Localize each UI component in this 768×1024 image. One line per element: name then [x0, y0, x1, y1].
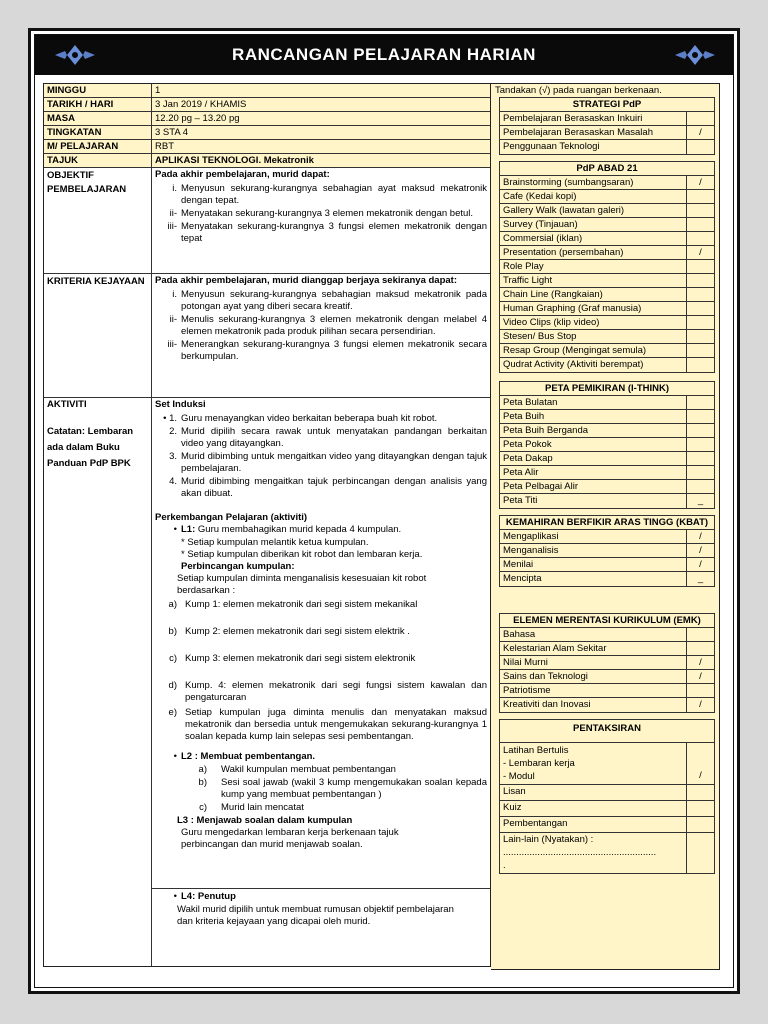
- latihan-line: - Modul: [503, 771, 535, 782]
- list-marker: b): [168, 626, 177, 637]
- item-label: Peta Bulatan: [500, 396, 687, 409]
- tick-box[interactable]: [687, 642, 714, 655]
- objektif-item: [155, 221, 487, 245]
- objektif-item: [155, 183, 487, 207]
- item-label: Gallery Walk (lawatan galeri): [500, 204, 687, 217]
- tick-box[interactable]: [687, 424, 714, 437]
- lesson-details-table: [43, 83, 491, 967]
- pentaksiran-item: [500, 801, 714, 817]
- ithink-item: [500, 424, 714, 438]
- item-label: Resap Group (Mengingat semula): [500, 344, 687, 357]
- tick-box[interactable]: [687, 260, 714, 273]
- set-induksi-item: [155, 451, 487, 475]
- kump-item: [155, 626, 487, 652]
- list-marker: 4.: [169, 476, 177, 487]
- l2-item: [155, 764, 487, 776]
- abad21-item: [500, 260, 714, 274]
- aktiviti-content: [152, 398, 490, 966]
- kump-item: [155, 653, 487, 679]
- row-objektif: [44, 168, 490, 274]
- strategi-item: [500, 126, 714, 140]
- list-marker: a): [168, 599, 177, 610]
- label-kriteria: KRITERIA KEJAYAAN: [44, 274, 152, 397]
- value-tajuk: APLIKASI TEKNOLOGI. Mekatronik: [152, 154, 490, 167]
- strategi-item: [500, 112, 714, 126]
- kriteria-item: [155, 339, 487, 363]
- tick-box[interactable]: [687, 204, 714, 217]
- strategi-table: [499, 97, 715, 155]
- value-tarikh: 3 Jan 2019 / KHAMIS: [152, 98, 490, 111]
- set-induksi-title: Set Induksi: [155, 399, 206, 410]
- item-label: Kreativiti dan Inovasi: [500, 698, 687, 712]
- ithink-item: [500, 452, 714, 466]
- objektif-intro: Pada akhir pembelajaran, murid dapat:: [155, 169, 330, 180]
- tick-box[interactable]: [687, 288, 714, 301]
- tick-box[interactable]: [687, 316, 714, 329]
- row-tingkatan: [44, 126, 490, 140]
- label-tarikh: TARIKH / HARI: [44, 98, 152, 111]
- list-text: Murid dibimbing untuk mengaitkan video yang ditayangkan dengan tajuk pembelajaran.: [181, 451, 487, 474]
- row-tajuk: [44, 154, 490, 168]
- list-marker: • 1.: [163, 413, 177, 424]
- list-marker: i.: [172, 183, 177, 194]
- item-label: Traffic Light: [500, 274, 687, 287]
- ithink-table: [499, 381, 715, 509]
- item-label: Menganalisis: [500, 544, 687, 557]
- page-title: RANCANGAN PELAJARAN HARIAN: [232, 45, 536, 64]
- item-label: Pembentangan: [500, 817, 687, 832]
- list-text: Menulis sekurang-kurangnya 3 elemen mekatronik dengan melabel 4 elemen mekatronik pada produk pilihan secara persendirian.: [181, 314, 487, 337]
- tick-box[interactable]: /: [699, 127, 702, 138]
- bullet-marker: •: [173, 751, 177, 762]
- perbincangan-title: Perbincangan kumpulan:: [181, 561, 295, 572]
- tick-box[interactable]: /: [699, 247, 702, 258]
- lesson-plan-page: [28, 28, 740, 994]
- latihan-line: Latihan Bertulis: [503, 745, 569, 756]
- l1-point: * Setiap kumpulan diberikan kit robot dan lembaran kerja.: [181, 549, 423, 560]
- tick-box[interactable]: [687, 274, 714, 287]
- abad21-item: [500, 218, 714, 232]
- item-label: Role Play: [500, 260, 687, 273]
- bullet-marker: •: [173, 524, 177, 535]
- ithink-item: [500, 410, 714, 424]
- l4-line: [155, 891, 487, 903]
- set-induksi-list: [155, 413, 487, 500]
- item-label: Peta Pokok: [500, 438, 687, 451]
- value-tingkatan: 3 STA 4: [152, 126, 490, 139]
- tick-box[interactable]: [687, 302, 714, 315]
- item-label: Lisan: [500, 785, 687, 800]
- title-bar: [35, 35, 733, 75]
- kriteria-item: [155, 314, 487, 338]
- l4-title: L4: Penutup: [181, 891, 236, 902]
- abad21-item: [500, 288, 714, 302]
- objektif-item: [155, 208, 487, 220]
- lain-label: Lain-lain (Nyatakan) :: [503, 834, 594, 845]
- abad21-item: [500, 204, 714, 218]
- list-marker: i.: [172, 289, 177, 300]
- list-text: Murid dibimbing mengaitkan tajuk perbincangan dengan analisis yang akan dibuat.: [181, 476, 487, 499]
- pentaksiran-title: PENTAKSIRAN: [500, 720, 714, 743]
- tick-box[interactable]: [687, 358, 714, 372]
- abad21-table: [499, 161, 715, 373]
- lain-dot: .: [503, 860, 506, 871]
- abad21-item: [500, 190, 714, 204]
- list-marker: ii-: [169, 314, 177, 325]
- value-mata-pelajaran: RBT: [152, 140, 490, 153]
- list-text: Menyusun sekurang-kurangnya sebahagian ayat maksud mekatronik dengan tepat.: [181, 183, 487, 206]
- list-text: Kump 2: elemen mekatronik dari segi sistem elektrik .: [185, 626, 410, 637]
- label-masa: MASA: [44, 112, 152, 125]
- tick-box[interactable]: [687, 140, 714, 154]
- list-text: Setiap kumpulan juga diminta menulis dan menyatakan maksud mekatronik dan bersedia untuk mengemukakan sekurang-kurangnya 1 soalan kepada kump lain selepas sesi pembentangan.: [185, 707, 487, 742]
- item-label: Patriotisme: [500, 684, 687, 697]
- lain-label-cell: [500, 833, 687, 873]
- tick-box[interactable]: [687, 330, 714, 343]
- item-label: Commersial (iklan): [500, 232, 687, 245]
- list-marker: d): [168, 680, 177, 691]
- list-text: Kump 1: elemen mekatronik dari segi sistem mekanikal: [185, 599, 418, 610]
- tick-box[interactable]: [687, 833, 714, 873]
- pentaksiran-table: [499, 719, 715, 874]
- item-label: Peta Pelbagai Alir: [500, 480, 687, 493]
- row-mata-pelajaran: [44, 140, 490, 154]
- value-minggu: 1: [152, 84, 490, 97]
- abad21-item: [500, 246, 714, 260]
- emk-title: ELEMEN MERENTASI KURIKULUM (EMK): [500, 614, 714, 628]
- abad21-item: [500, 232, 714, 246]
- tick-box[interactable]: [687, 344, 714, 357]
- abad21-item: [500, 358, 714, 372]
- list-marker: iii-: [167, 339, 177, 350]
- emk-item: [500, 656, 714, 670]
- tick-box[interactable]: /: [699, 699, 702, 710]
- item-label: Kuiz: [500, 801, 687, 816]
- abad21-item: [500, 274, 714, 288]
- strategi-item: [500, 140, 714, 154]
- perkembangan-title: Perkembangan Pelajaran (aktiviti): [155, 512, 308, 523]
- item-label: Qudrat Activity (Aktiviti berempat): [500, 358, 687, 372]
- item-label: Peta Buih: [500, 410, 687, 423]
- kump-item: [155, 599, 487, 625]
- item-label: Stesen/ Bus Stop: [500, 330, 687, 343]
- l1-text: Guru membahagikan murid kepada 4 kumpulan.: [197, 524, 402, 535]
- list-text: Sesi soal jawab (wakil 3 kump mengemukakan soalan kepada kump yang membuat pembentangan ): [221, 777, 487, 800]
- tick-box[interactable]: [687, 801, 714, 816]
- abad21-title: PdP ABAD 21: [500, 162, 714, 176]
- set-induksi-item: [155, 413, 487, 425]
- l2-title: L2 : Membuat pembentangan.: [181, 751, 316, 762]
- abad21-item: [500, 330, 714, 344]
- emk-item: [500, 628, 714, 642]
- row-tarikh: [44, 98, 490, 112]
- ithink-title: PETA PEMIKIRAN (I-THINK): [500, 382, 714, 396]
- l3-title: L3 : Menjawab soalan dalam kumpulan: [177, 815, 353, 826]
- item-label: Video Clips (klip video): [500, 316, 687, 329]
- latihan-line: - Lembaran kerja: [503, 758, 575, 769]
- kbat-title: KEMAHIRAN BERFIKIR ARAS TINGG (KBAT): [500, 516, 714, 530]
- ithink-item: [500, 466, 714, 480]
- item-label: Cafe (Kedai kopi): [500, 190, 687, 203]
- item-label: Menilai: [500, 558, 687, 571]
- bullet-marker: •: [173, 891, 177, 902]
- l2-item: [155, 802, 487, 814]
- item-label: Sains dan Teknologi: [500, 670, 687, 683]
- list-text: Murid lain mencatat: [221, 802, 304, 813]
- emk-item: [500, 684, 714, 698]
- row-aktiviti: [44, 398, 490, 966]
- item-label: Mengaplikasi: [500, 530, 687, 543]
- list-marker: e): [168, 707, 177, 718]
- tick-box[interactable]: [687, 684, 714, 697]
- item-label: Survey (Tinjauan): [500, 218, 687, 231]
- label-aktiviti: AKTIVITI: [47, 399, 87, 410]
- tick-box[interactable]: [687, 190, 714, 203]
- item-label: Peta Dakap: [500, 452, 687, 465]
- kriteria-item: [155, 289, 487, 313]
- item-label: Human Graphing (Graf manusia): [500, 302, 687, 315]
- tick-box[interactable]: /: [699, 531, 702, 542]
- item-label: Bahasa: [500, 628, 687, 641]
- label-tingkatan: TINGKATAN: [44, 126, 152, 139]
- tick-box[interactable]: /: [699, 671, 702, 682]
- list-text: Guru menayangkan video berkaitan beberapa buah kit robot.: [181, 413, 438, 424]
- list-marker: iii-: [167, 221, 177, 232]
- l1-line: [155, 524, 487, 536]
- ornament-right-icon: [673, 43, 717, 67]
- kriteria-intro: Pada akhir pembelajaran, murid dianggap berjaya sekiranya dapat:: [155, 275, 458, 286]
- aktiviti-label-cell: [44, 398, 152, 966]
- item-label: Peta Alir: [500, 466, 687, 479]
- item-label: Mencipta: [500, 572, 687, 586]
- pentaksiran-item: [500, 817, 714, 833]
- set-induksi-item: [155, 476, 487, 500]
- item-label: Kelestarian Alam Sekitar: [500, 642, 687, 655]
- checklist-panel: [491, 83, 720, 970]
- list-text: Menyatakan sekurang-kurangnya 3 fungsi elemen mekatronik dengan tepat: [181, 221, 487, 244]
- list-text: Kump 3: elemen mekatronik dari segi sistem elektronik: [185, 653, 416, 664]
- l1-point: * Setiap kumpulan melantik ketua kumpulan.: [181, 537, 369, 548]
- l4-block: [155, 891, 487, 928]
- label-minggu: MINGGU: [44, 84, 152, 97]
- item-label: Peta Buih Berganda: [500, 424, 687, 437]
- l3-text: Guru mengedarkan lembaran kerja berkenaan tajuk perbincangan dan murid menjawab soalan.: [181, 827, 399, 850]
- item-label: Pembelajaran Berasaskan Inkuiri: [500, 112, 687, 125]
- tick-box[interactable]: [687, 232, 714, 245]
- l2-line: [155, 751, 487, 763]
- tick-box[interactable]: _: [697, 495, 704, 506]
- kbat-item: [500, 544, 714, 558]
- tick-box[interactable]: /: [699, 545, 702, 556]
- label-objektif: OBJEKTIF PEMBELAJARAN: [44, 168, 152, 273]
- value-masa: 12.20 pg – 13.20 pg: [152, 112, 490, 125]
- strategi-title: STRATEGI PdP: [500, 98, 714, 112]
- tick-box[interactable]: [687, 817, 714, 832]
- label-tajuk: TAJUK: [44, 154, 152, 167]
- item-label: Chain Line (Rangkaian): [500, 288, 687, 301]
- kbat-table: [499, 515, 715, 587]
- list-marker: 2.: [169, 426, 177, 437]
- ithink-item: [500, 494, 714, 508]
- tick-box[interactable]: /: [699, 177, 702, 188]
- ithink-item: [500, 396, 714, 410]
- set-induksi-item: [155, 426, 487, 450]
- list-text: Menyatakan sekurang-kurangnya 3 elemen mekatronik dengan betul.: [181, 208, 474, 219]
- list-marker: a): [198, 764, 207, 775]
- tick-box[interactable]: [687, 410, 714, 423]
- tick-box[interactable]: [687, 218, 714, 231]
- aktiviti-note: Catatan: Lembaran ada dalam Buku Panduan PdP BPK: [47, 426, 134, 469]
- kriteria-content: [152, 274, 490, 397]
- tick-box[interactable]: /: [699, 657, 702, 668]
- lain-dots: ..........................................................: [503, 847, 657, 858]
- list-text: Menyusun sekurang-kurangnya sebahagian maksud mekatronik pada potongan ayat yang diberi secara kreatif.: [181, 289, 487, 312]
- kbat-item: [500, 572, 714, 586]
- tick-box[interactable]: /: [699, 559, 702, 570]
- item-label: Peta Titi: [500, 494, 687, 508]
- list-text: Wakil kumpulan membuat pembentangan: [221, 764, 396, 775]
- abad21-item: [500, 302, 714, 316]
- latihan-label: [500, 743, 687, 784]
- objektif-content: [152, 168, 490, 273]
- tick-box[interactable]: [687, 396, 714, 409]
- ithink-item: [500, 480, 714, 494]
- ithink-item: [500, 438, 714, 452]
- row-minggu: [44, 84, 490, 98]
- tick-box[interactable]: [687, 785, 714, 800]
- list-text: Murid dipilih secara rawak untuk menyatakan pandangan berkaitan video yang ditayangkan.: [181, 426, 487, 449]
- item-label: Pembelajaran Berasaskan Masalah: [500, 126, 687, 139]
- emk-item: [500, 642, 714, 656]
- l4-text: Wakil murid dipilih untuk membuat rumusan objektif pembelajaran dan kriteria kejayaan yang dicapai oleh murid.: [177, 904, 454, 927]
- tick-box[interactable]: [687, 452, 714, 465]
- label-mata-pelajaran: M/ PELAJARAN: [44, 140, 152, 153]
- list-marker: b): [198, 777, 207, 788]
- row-kriteria: [44, 274, 490, 398]
- abad21-item: [500, 176, 714, 190]
- pentaksiran-lain: [500, 833, 714, 873]
- kbat-item: [500, 530, 714, 544]
- tick-box[interactable]: [687, 466, 714, 479]
- emk-table: [499, 613, 715, 713]
- list-marker: 3.: [169, 451, 177, 462]
- emk-item: [500, 670, 714, 684]
- pentaksiran-item: [500, 785, 714, 801]
- pentaksiran-latihan: [500, 743, 714, 785]
- emk-item: [500, 698, 714, 712]
- kump-item: [155, 707, 487, 743]
- l2-item: [155, 777, 487, 801]
- tick-box[interactable]: [687, 438, 714, 451]
- item-label: Brainstorming (sumbangsaran): [500, 176, 687, 189]
- item-label: Presentation (persembahan): [500, 246, 687, 259]
- ornament-left-icon: [53, 43, 97, 67]
- list-text: Menerangkan sekurang-kurangnya 3 fungsi elemen mekatronik secara berkumpulan.: [181, 339, 487, 362]
- l4-divider: [151, 888, 490, 889]
- item-label: Nilai Murni: [500, 656, 687, 669]
- list-marker: c): [199, 802, 207, 813]
- list-marker: ii-: [169, 208, 177, 219]
- row-masa: [44, 112, 490, 126]
- list-marker: c): [169, 653, 177, 664]
- abad21-item: [500, 344, 714, 358]
- objektif-list: [155, 183, 487, 245]
- tick-box[interactable]: [687, 112, 714, 125]
- tick-instruction: Tandakan (√) pada ruangan berkenaan.: [495, 85, 662, 96]
- abad21-item: [500, 316, 714, 330]
- item-label: Penggunaan Teknologi: [500, 140, 687, 154]
- tick-box[interactable]: _: [697, 573, 704, 584]
- kbat-item: [500, 558, 714, 572]
- tick-box[interactable]: /: [699, 770, 702, 781]
- perbincangan-text: Setiap kumpulan diminta menganalisis kesesuaian kit robot berdasarkan :: [177, 573, 427, 596]
- list-text: Kump. 4: elemen mekatronik dari segi fungsi sistem kawalan dan pengaturcaran: [185, 680, 487, 703]
- l1-label: L1:: [181, 524, 196, 535]
- tick-box[interactable]: [687, 480, 714, 493]
- tick-box[interactable]: [687, 628, 714, 641]
- kump-item: [155, 680, 487, 706]
- kriteria-list: [155, 289, 487, 363]
